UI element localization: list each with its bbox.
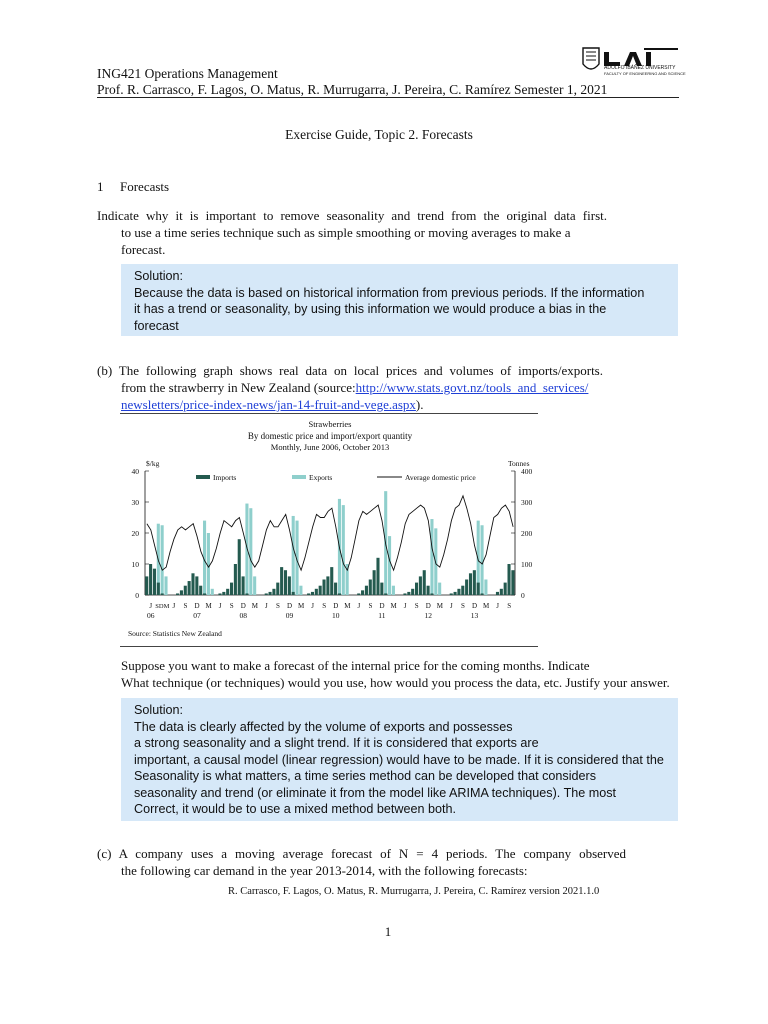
x-year-label: 06 xyxy=(147,611,155,620)
import-bar xyxy=(411,589,414,595)
y-left-label: $/kg xyxy=(146,459,160,468)
import-bar xyxy=(361,590,364,595)
import-bar xyxy=(195,576,198,595)
import-bar xyxy=(234,564,237,595)
chart-title: Strawberries xyxy=(308,419,352,429)
x-tick-label: S xyxy=(507,602,512,610)
x-tick-label: D xyxy=(425,602,431,610)
import-bar xyxy=(461,586,464,595)
x-tick-label: S xyxy=(322,602,327,610)
import-bar xyxy=(149,564,152,595)
import-bar xyxy=(203,593,206,595)
export-bar xyxy=(342,505,345,595)
part-b-line-3 xyxy=(121,396,424,413)
part-c-line-2: the following car demand in the year 2013-2014, with the following forecasts: xyxy=(121,863,528,878)
chart-subtitle-1: By domestic price and import/export quantity xyxy=(247,431,413,441)
x-tick-label: S xyxy=(368,602,373,610)
part-b-question-1: Suppose you want to make a forecast of the internal price for the coming months. Indicate xyxy=(121,658,590,673)
import-bar xyxy=(276,583,279,595)
x-tick-label: M xyxy=(390,602,397,610)
source-prefix: from the strawberry in New Zealand (source: xyxy=(121,380,356,395)
import-bar xyxy=(222,592,225,595)
import-bar xyxy=(157,583,160,595)
import-bar xyxy=(369,580,372,596)
import-bar xyxy=(315,589,318,595)
legend-imports-label: Imports xyxy=(213,473,237,482)
x-tick-label: D xyxy=(287,602,293,610)
y-tick-label-left: 40 xyxy=(131,467,139,476)
x-year-label: 08 xyxy=(239,611,247,620)
import-bar xyxy=(511,570,514,595)
x-tick-label: D xyxy=(379,602,385,610)
figure-top-rule xyxy=(120,413,538,414)
solution-line: The data is clearly affected by the volume of exports and possesses xyxy=(134,719,513,734)
import-bar xyxy=(269,592,272,595)
import-bar xyxy=(415,583,418,595)
import-bar xyxy=(145,576,148,595)
import-bar xyxy=(338,593,341,595)
y-tick-label-left: 10 xyxy=(131,560,139,569)
import-bar xyxy=(161,593,164,595)
import-bar xyxy=(191,573,194,595)
import-bar xyxy=(199,586,202,595)
import-bar xyxy=(280,567,283,595)
x-tick-label: S xyxy=(414,602,419,610)
import-bar xyxy=(477,583,480,595)
y-tick-label-left: 30 xyxy=(131,498,139,507)
x-tick-label: J xyxy=(265,602,268,610)
x-tick-label: J xyxy=(149,602,153,610)
import-bar xyxy=(384,593,387,595)
y-tick-label-right: 400 xyxy=(521,467,533,476)
part-b-line-2 xyxy=(121,379,588,396)
import-bar xyxy=(218,593,221,595)
import-bar xyxy=(376,558,379,595)
export-bar xyxy=(438,583,441,595)
x-tick-label: S xyxy=(276,602,280,610)
export-bar xyxy=(249,508,252,595)
legend-exports-swatch xyxy=(292,475,306,479)
import-bar xyxy=(403,593,406,595)
import-bar xyxy=(311,592,314,595)
part-c-line-1: (c) A company uses a moving average forecast of N = 4 periods. The company observed xyxy=(97,846,626,861)
export-bar xyxy=(211,589,214,595)
import-bar xyxy=(365,586,368,595)
y-right-label: Tonnes xyxy=(508,459,530,468)
x-tick-label: J xyxy=(172,602,176,610)
import-bar xyxy=(238,539,241,595)
export-bar xyxy=(299,586,302,595)
x-tick-label: M xyxy=(205,602,212,610)
import-bar xyxy=(180,590,183,595)
solution-box-a xyxy=(121,264,678,336)
import-bar xyxy=(242,576,245,595)
import-bar xyxy=(230,583,233,595)
document-title: Exercise Guide, Topic 2. Forecasts xyxy=(285,127,473,142)
y-tick-label-right: 100 xyxy=(521,560,533,569)
price-series-line xyxy=(147,496,513,570)
export-bar xyxy=(161,525,164,595)
course-title: ING421 Operations Management xyxy=(97,66,278,81)
export-bar xyxy=(484,580,487,596)
chart-subtitle-2: Monthly, June 2006, October 2013 xyxy=(270,442,390,452)
solution-line: it has a trend or seasonality, by using this information we would produce a bias in the xyxy=(134,302,607,316)
x-tick-label: J xyxy=(311,602,315,610)
export-bar xyxy=(481,525,484,595)
x-tick-label: M xyxy=(251,602,258,610)
import-bar xyxy=(454,592,457,595)
export-bar xyxy=(253,576,256,595)
section-number: 1 xyxy=(97,179,104,194)
import-bar xyxy=(423,570,426,595)
x-tick-label: M xyxy=(436,602,443,610)
x-tick-label: J xyxy=(218,602,222,610)
x-tick-label: SDM xyxy=(155,603,170,610)
figure-bottom-rule xyxy=(120,646,538,647)
import-bar xyxy=(322,580,325,596)
import-bar xyxy=(307,593,310,595)
import-bar xyxy=(292,592,295,595)
x-tick-label: D xyxy=(240,602,246,610)
x-tick-label: M xyxy=(297,602,305,610)
solution-line: seasonality and trend (or eliminate it from the model like ARIMA techniques). The most xyxy=(134,785,617,800)
chart-source: Source: Statistics New Zealand xyxy=(128,629,222,638)
version-footer: R. Carrasco, F. Lagos, O. Matus, R. Murrugarra, J. Pereira, C. Ramírez version 2021.1.0 xyxy=(228,886,600,897)
y-tick-label-right: 200 xyxy=(521,529,533,538)
solution-line: Correct, it would be to use a mixed method between both. xyxy=(134,802,457,816)
import-bar xyxy=(457,589,460,595)
legend-exports-label: Exports xyxy=(309,473,333,482)
x-tick-label: J xyxy=(357,602,361,610)
legend-imports-swatch xyxy=(196,475,210,479)
legend-price-label: Average domestic price xyxy=(405,473,476,482)
solution-label: Solution: xyxy=(134,269,184,283)
import-bar xyxy=(469,573,472,595)
strawberry-chart-svg xyxy=(120,415,540,645)
section-name: Forecasts xyxy=(120,179,170,194)
solution-label: Solution: xyxy=(134,703,184,717)
authors-semester: Prof. R. Carrasco, F. Lagos, O. Matus, R. Murrugarra, J. Pereira, C. Ramírez Semester 1, 2021 xyxy=(97,82,608,97)
y-tick-label-right: 0 xyxy=(521,591,525,600)
header-rule xyxy=(97,97,679,98)
university-logo xyxy=(580,44,686,80)
import-bar xyxy=(153,569,156,595)
export-bar xyxy=(388,536,391,595)
import-bar xyxy=(334,583,337,595)
x-year-label: 13 xyxy=(470,611,479,620)
x-year-label: 10 xyxy=(332,611,340,620)
import-bar xyxy=(407,592,410,595)
x-tick-label: J xyxy=(403,602,407,610)
solution-box-b xyxy=(121,698,678,821)
import-bar xyxy=(380,583,383,595)
import-bar xyxy=(184,586,187,595)
solution-line: important, a causal model (linear regression) would have to be made. If it is considered that the xyxy=(134,752,664,767)
solution-line: Seasonality is what matters, a time series method can be developed that considers xyxy=(134,769,597,783)
x-tick-label: M xyxy=(482,602,490,610)
solution-line: forecast xyxy=(134,318,179,333)
x-year-label: 07 xyxy=(193,611,201,620)
import-bar xyxy=(481,593,484,595)
import-bar xyxy=(288,576,291,595)
export-bar xyxy=(292,516,295,595)
import-bar xyxy=(430,593,433,595)
export-bar xyxy=(207,533,210,595)
source-link-continued[interactable]: newsletters/price-index-news/jan-14-fruit-and-vege.aspx xyxy=(121,397,416,412)
import-bar xyxy=(419,576,422,595)
import-bar xyxy=(330,567,333,595)
import-bar xyxy=(427,586,430,595)
part-a-line-2: to use a time series technique such as simple smoothing or moving averages to make a xyxy=(121,225,571,240)
x-tick-label: S xyxy=(229,602,234,610)
y-tick-label-right: 300 xyxy=(521,498,533,507)
page-number: 1 xyxy=(384,924,392,939)
part-a-line-1: Indicate why it is important to remove seasonality and trend from the original data first. xyxy=(97,208,607,223)
import-bar xyxy=(176,593,179,595)
logo-subtitle-2: FACULTY OF ENGINEERING AND SCIENCE xyxy=(604,71,686,76)
source-link[interactable]: http://www.stats.govt.nz/tools_and_services/ xyxy=(355,380,589,395)
y-tick-label-left: 0 xyxy=(135,591,139,600)
import-bar xyxy=(450,593,453,595)
x-tick-label: D xyxy=(472,602,478,610)
x-tick-label: S xyxy=(461,602,465,610)
import-bar xyxy=(319,586,322,595)
import-bar xyxy=(245,593,248,595)
x-tick-label: J xyxy=(450,602,453,610)
export-bar xyxy=(392,586,395,595)
x-tick-label: M xyxy=(344,602,351,610)
import-bar xyxy=(373,570,376,595)
x-year-label: 12 xyxy=(424,611,432,620)
part-b-line-1: (b) The following graph shows real data on local prices and volumes of imports/exports. xyxy=(97,363,603,378)
import-bar xyxy=(265,593,268,595)
x-tick-label: J xyxy=(496,602,500,610)
x-tick-label: S xyxy=(183,602,188,610)
import-bar xyxy=(226,589,229,595)
import-bar xyxy=(465,580,468,596)
import-bar xyxy=(500,589,503,595)
solution-line: a strong seasonality and a slight trend. If it is considered that exports are xyxy=(134,736,539,750)
y-tick-label-left: 20 xyxy=(131,529,139,538)
export-bar xyxy=(164,576,167,595)
import-bar xyxy=(473,570,476,595)
part-a-line-3: forecast. xyxy=(121,242,166,257)
import-bar xyxy=(507,564,510,595)
solution-line: Because the data is based on historical information from previous periods. If the information xyxy=(134,285,645,300)
import-bar xyxy=(326,576,329,595)
x-tick-label: D xyxy=(194,602,200,610)
import-bar xyxy=(357,593,360,595)
x-year-label: 09 xyxy=(285,611,294,620)
export-bar xyxy=(430,519,433,595)
import-bar xyxy=(496,592,499,595)
import-bar xyxy=(188,581,191,595)
x-year-label: 11 xyxy=(378,611,386,620)
source-suffix: ). xyxy=(415,397,424,412)
logo-subtitle-1: ADOLFO IBÁÑEZ UNIVERSITY xyxy=(604,65,676,71)
strawberry-chart xyxy=(120,415,540,645)
import-bar xyxy=(504,583,507,595)
import-bar xyxy=(272,589,275,595)
x-tick-label: D xyxy=(333,602,339,610)
import-bar xyxy=(284,570,287,595)
part-b-question-2: What technique (or techniques) would you use, how would you process the data, etc. Justify your answer. xyxy=(121,675,670,690)
